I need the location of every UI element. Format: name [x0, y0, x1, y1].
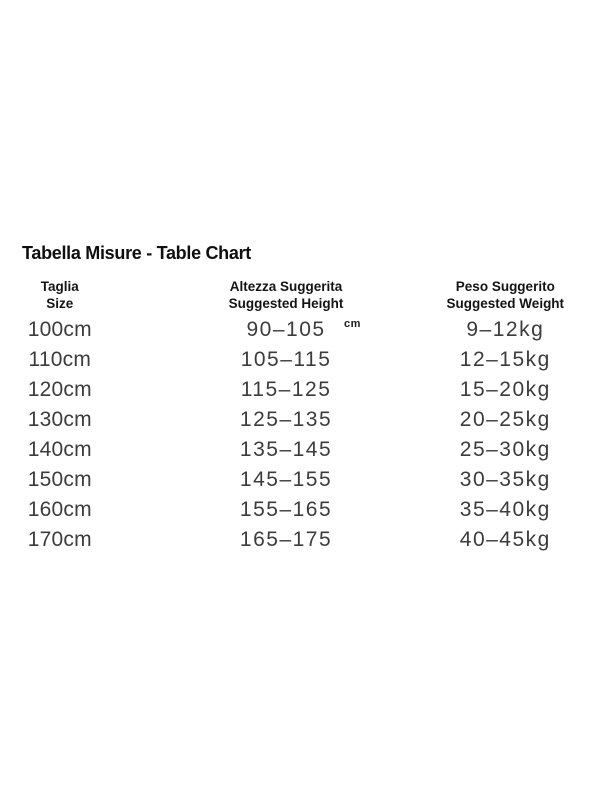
size-cell: 120cm: [27, 378, 92, 401]
table-row: [0, 349, 600, 371]
height-range-cell: 90–105: [246, 318, 326, 341]
size-cell: 110cm: [28, 348, 92, 371]
weight-range-cell: 30–35kg: [459, 468, 551, 491]
table-row: [0, 529, 600, 551]
weight-range-cell: 9–12kg: [466, 318, 545, 341]
height-range-cell: 135–145: [239, 438, 333, 461]
column-header-size-it: Taglia: [40, 279, 79, 294]
column-spacer: [120, 529, 162, 551]
table-row: [0, 439, 600, 461]
column-spacer: [120, 439, 162, 461]
size-cell: 140cm: [27, 438, 92, 461]
weight-range-cell: 15–20kg: [459, 378, 551, 401]
column-header-weight-it: Peso Suggerito: [455, 279, 555, 294]
size-cell: 160cm: [27, 498, 92, 521]
column-header-height-en: Suggested Height: [228, 295, 344, 311]
table-row: [0, 409, 600, 431]
size-cell: 170cm: [27, 528, 92, 551]
column-header-height: [161, 279, 410, 312]
table-row: [0, 499, 600, 521]
column-header-weight: [411, 279, 600, 312]
weight-range-cell: 35–40kg: [459, 498, 551, 521]
column-header-height-it: Altezza Suggerita: [229, 279, 343, 294]
column-spacer: [120, 469, 162, 491]
weight-range-cell: 20–25kg: [459, 408, 551, 431]
column-header-size: [0, 279, 120, 312]
size-cell: 100cm: [27, 318, 92, 341]
height-range-cell: 105–115: [240, 348, 332, 371]
table-header-row: [0, 279, 600, 312]
weight-range-cell: 40–45kg: [459, 528, 551, 551]
column-spacer: [120, 499, 162, 521]
height-range-cell: 165–175: [239, 528, 333, 551]
column-spacer: [120, 349, 162, 371]
height-unit-superscript: cm: [344, 318, 361, 330]
weight-range-cell: 25–30kg: [459, 438, 551, 461]
column-spacer: [120, 379, 162, 401]
table-row: [0, 469, 600, 491]
height-range-cell: 155–165: [239, 498, 333, 521]
table-row: [0, 379, 600, 401]
height-range-cell: 145–155: [239, 468, 333, 491]
chart-title: Tabella Misure - Table Chart: [22, 243, 251, 263]
column-spacer: [120, 409, 162, 431]
height-range-cell: 115–125: [240, 378, 332, 401]
size-cell: 130cm: [27, 408, 92, 431]
size-cell: 150cm: [27, 468, 92, 491]
weight-range-cell: 12–15kg: [459, 348, 551, 371]
table-row: [0, 319, 600, 341]
height-range-cell: 125–135: [239, 408, 333, 431]
column-header-size-en: Size: [46, 295, 74, 311]
column-header-weight-en: Suggested Weight: [446, 295, 565, 311]
column-spacer: [120, 319, 162, 341]
column-spacer: [120, 279, 162, 312]
